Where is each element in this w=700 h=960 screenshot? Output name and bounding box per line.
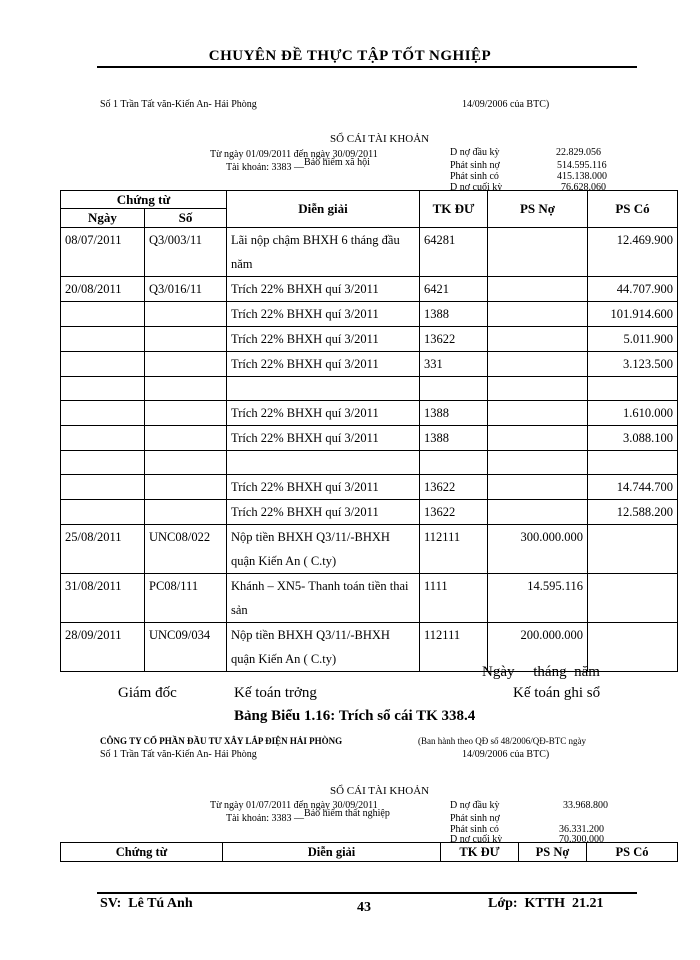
cell-co: 44.707.900: [588, 277, 678, 302]
cell-tk: 331: [420, 352, 488, 377]
cell-number: PC08/111: [145, 574, 227, 623]
cell-co: 5.011.900: [588, 327, 678, 352]
cell-date: 08/07/2011: [61, 228, 145, 277]
summary-value: 514.595.116: [557, 160, 607, 171]
cell-no: [488, 451, 588, 475]
summary-label: Phát sinh nợ: [450, 813, 500, 824]
table-row: [61, 401, 678, 426]
table-row: [61, 327, 678, 352]
ledger-account: [226, 157, 370, 173]
cell-no: 14.595.116: [488, 574, 588, 623]
cell-date: [61, 401, 145, 426]
cell-tk: 64281: [420, 228, 488, 277]
cell-number: [145, 426, 227, 451]
cell-desc: Trích 22% BHXH quí 3/2011: [227, 302, 420, 327]
account-number: Tài khoản: 3383: [226, 813, 295, 824]
cell-number: [145, 401, 227, 426]
cell-desc: Trích 22% BHXH quí 3/2011: [227, 352, 420, 377]
table-row: [61, 500, 678, 525]
cell-desc: [227, 451, 420, 475]
col-ps-no: PS Nợ: [519, 843, 587, 862]
cell-co: 12.588.200: [588, 500, 678, 525]
cell-no: [488, 327, 588, 352]
cell-tk: [420, 451, 488, 475]
ledger-period: Từ ngày 01/09/2011 đến ngày 30/09/2011: [210, 149, 378, 160]
cell-tk: 112111: [420, 525, 488, 574]
cell-tk: [420, 377, 488, 401]
cell-number: [145, 327, 227, 352]
col-ps-co: PS Có: [588, 191, 678, 228]
cell-date: [61, 302, 145, 327]
cell-desc: Trích 22% BHXH quí 3/2011: [227, 500, 420, 525]
cell-date: 25/08/2011: [61, 525, 145, 574]
cell-number: [145, 352, 227, 377]
summary-value: 70.300.000: [559, 834, 604, 843]
footer-rule: [97, 892, 637, 894]
signature-director: Giám đốc: [118, 685, 177, 701]
account-name: Bảo hiểm xã hội: [304, 157, 370, 168]
table-row: [61, 426, 678, 451]
cell-tk: 6421: [420, 277, 488, 302]
col-voucher: Chứng từ: [61, 843, 223, 862]
cell-tk: 13622: [420, 500, 488, 525]
cell-number: [145, 451, 227, 475]
summary-value: 415.138.000: [557, 171, 607, 182]
summary-label: D nợ đầu kỳ: [450, 147, 500, 158]
cell-co: [588, 574, 678, 623]
summary-label: D nợ đầu kỳ: [450, 800, 500, 811]
company-name: CÔNG TY CỔ PHẦN ĐẦU TƯ XÂY LẮP ĐIỆN HẢI PHÒNG: [100, 736, 343, 746]
company-address-2: Số 1 Trần Tất văn-Kiến An- Hải Phòng: [100, 749, 257, 760]
cell-date: [61, 500, 145, 525]
cell-co: 3.088.100: [588, 426, 678, 451]
summary-label: Phát sinh có: [450, 171, 499, 182]
cell-co: [588, 451, 678, 475]
cell-no: [488, 302, 588, 327]
account-number: Tài khoản: 3383: [226, 162, 295, 173]
table-row: [61, 475, 678, 500]
cell-no: [488, 475, 588, 500]
table-row: [61, 302, 678, 327]
cell-tk: 13622: [420, 475, 488, 500]
cell-desc: Trích 22% BHXH quí 3/2011: [227, 277, 420, 302]
cell-number: [145, 475, 227, 500]
cell-co: [588, 377, 678, 401]
col-voucher: Chứng từ: [61, 191, 227, 209]
cell-desc: Khánh – XN5- Thanh toán tiền thai sản: [227, 574, 420, 623]
summary-value: 33.968.800: [563, 800, 608, 811]
cell-date: 28/09/2011: [61, 623, 145, 672]
cell-desc: Trích 22% BHXH quí 3/2011: [227, 426, 420, 451]
cell-date: 20/08/2011: [61, 277, 145, 302]
cell-no: [488, 426, 588, 451]
ledger-table: [60, 190, 678, 672]
cell-desc: Nộp tiền BHXH Q3/11/-BHXH quận Kiến An ( C.ty): [227, 525, 420, 574]
cell-tk: 112111: [420, 623, 488, 672]
signature-recorder: Kế toán ghi sổ: [513, 685, 601, 701]
cell-date: [61, 377, 145, 401]
summary-label: D nợ cuối kỳ: [450, 834, 503, 843]
cell-desc: [227, 377, 420, 401]
regulation-line-1: (Ban hành theo QĐ số 48/2006/QĐ-BTC ngày: [418, 736, 586, 746]
cell-number: Q3/016/11: [145, 277, 227, 302]
cell-no: [488, 228, 588, 277]
cell-co: 1.610.000: [588, 401, 678, 426]
summary-value: 76.628.060: [561, 182, 606, 191]
cell-co: [588, 623, 678, 672]
col-description: Diễn giải: [223, 843, 441, 862]
ledger-title: SỔ CÁI TÀI KHOẢN: [330, 133, 430, 145]
table-row: [61, 451, 678, 475]
table-row: [61, 277, 678, 302]
cell-no: [488, 401, 588, 426]
col-number: Số: [145, 209, 227, 228]
cell-desc: Lãi nộp chậm BHXH 6 tháng đầu năm: [227, 228, 420, 277]
cell-co: 101.914.600: [588, 302, 678, 327]
account-dash: —: [294, 813, 305, 824]
cell-date: 31/08/2011: [61, 574, 145, 623]
table-row: [61, 352, 678, 377]
cell-tk: 1388: [420, 302, 488, 327]
cell-desc: Nộp tiền BHXH Q3/11/-BHXH quận Kiến An ( C.ty): [227, 623, 420, 672]
summary-label: Phát sinh nợ: [450, 160, 500, 171]
cell-number: UNC08/022: [145, 525, 227, 574]
footer-student: SV: Lê Tú Anh: [100, 896, 193, 911]
cell-co: 14.744.700: [588, 475, 678, 500]
ledger2-table-header: [60, 842, 678, 862]
cell-co: [588, 525, 678, 574]
regulation-line-2: 14/09/2006 của BTC): [462, 749, 550, 760]
col-description: Diễn giải: [227, 191, 420, 228]
cell-desc: Trích 22% BHXH quí 3/2011: [227, 401, 420, 426]
table-row: [61, 525, 678, 574]
signature-chief-accountant: Kế toán trởng: [234, 685, 317, 701]
cell-no: [488, 277, 588, 302]
cell-tk: 1388: [420, 426, 488, 451]
cell-no: [488, 377, 588, 401]
cell-number: [145, 500, 227, 525]
cell-tk: 13622: [420, 327, 488, 352]
cell-tk: 1111: [420, 574, 488, 623]
footer-class: Lớp: KTTH 21.21: [488, 896, 604, 911]
cell-no: 300.000.000: [488, 525, 588, 574]
cell-number: [145, 377, 227, 401]
signature-date-line: Ngày tháng năm: [482, 664, 600, 680]
summary-value: 22.829.056: [556, 147, 601, 158]
cell-number: Q3/003/11: [145, 228, 227, 277]
col-date: Ngày: [61, 209, 145, 228]
summary-label: Phát sinh có: [450, 824, 499, 835]
ledger2-period: Từ ngày 01/07/2011 đến ngày 30/09/2011: [210, 800, 378, 811]
cell-tk: 1388: [420, 401, 488, 426]
cell-number: UNC09/034: [145, 623, 227, 672]
cell-desc: Trích 22% BHXH quí 3/2011: [227, 327, 420, 352]
cell-co: 12.469.900: [588, 228, 678, 277]
summary-label: D nợ cuối kỳ: [450, 182, 503, 191]
regulation-date: 14/09/2006 của BTC): [462, 99, 550, 110]
cell-no: 200.000.000: [488, 623, 588, 672]
header-rule: [97, 66, 637, 68]
cell-date: [61, 426, 145, 451]
company-address: Số 1 Trần Tất văn-Kiến An- Hải Phòng: [100, 99, 257, 110]
ledger2-account: [226, 808, 390, 824]
col-tkdu: TK ĐƯ: [420, 191, 488, 228]
page-header-title: CHUYÊN ĐỀ THỰC TẬP TỐT NGHIỆP: [208, 48, 492, 64]
summary-value: 36.331.200: [559, 824, 604, 835]
cell-date: [61, 451, 145, 475]
table-caption: Bảng Biểu 1.16: Trích sổ cái TK 338.4: [234, 708, 476, 724]
account-dash: —: [294, 162, 305, 173]
account-name: Bảo hiểm thất nghiệp: [304, 808, 390, 819]
col-ps-co: PS Có: [587, 843, 678, 862]
col-ps-no: PS Nợ: [488, 191, 588, 228]
table-row: [61, 228, 678, 277]
footer-page-number: 43: [357, 900, 371, 915]
cell-date: [61, 352, 145, 377]
cell-no: [488, 352, 588, 377]
cell-date: [61, 327, 145, 352]
ledger2-title: SỔ CÁI TÀI KHOẢN: [330, 785, 430, 797]
cell-co: 3.123.500: [588, 352, 678, 377]
cell-number: [145, 302, 227, 327]
table-row: [61, 574, 678, 623]
cell-no: [488, 500, 588, 525]
cell-date: [61, 475, 145, 500]
table-row: [61, 377, 678, 401]
cell-desc: Trích 22% BHXH quí 3/2011: [227, 475, 420, 500]
col-tkdu: TK ĐƯ: [441, 843, 519, 862]
